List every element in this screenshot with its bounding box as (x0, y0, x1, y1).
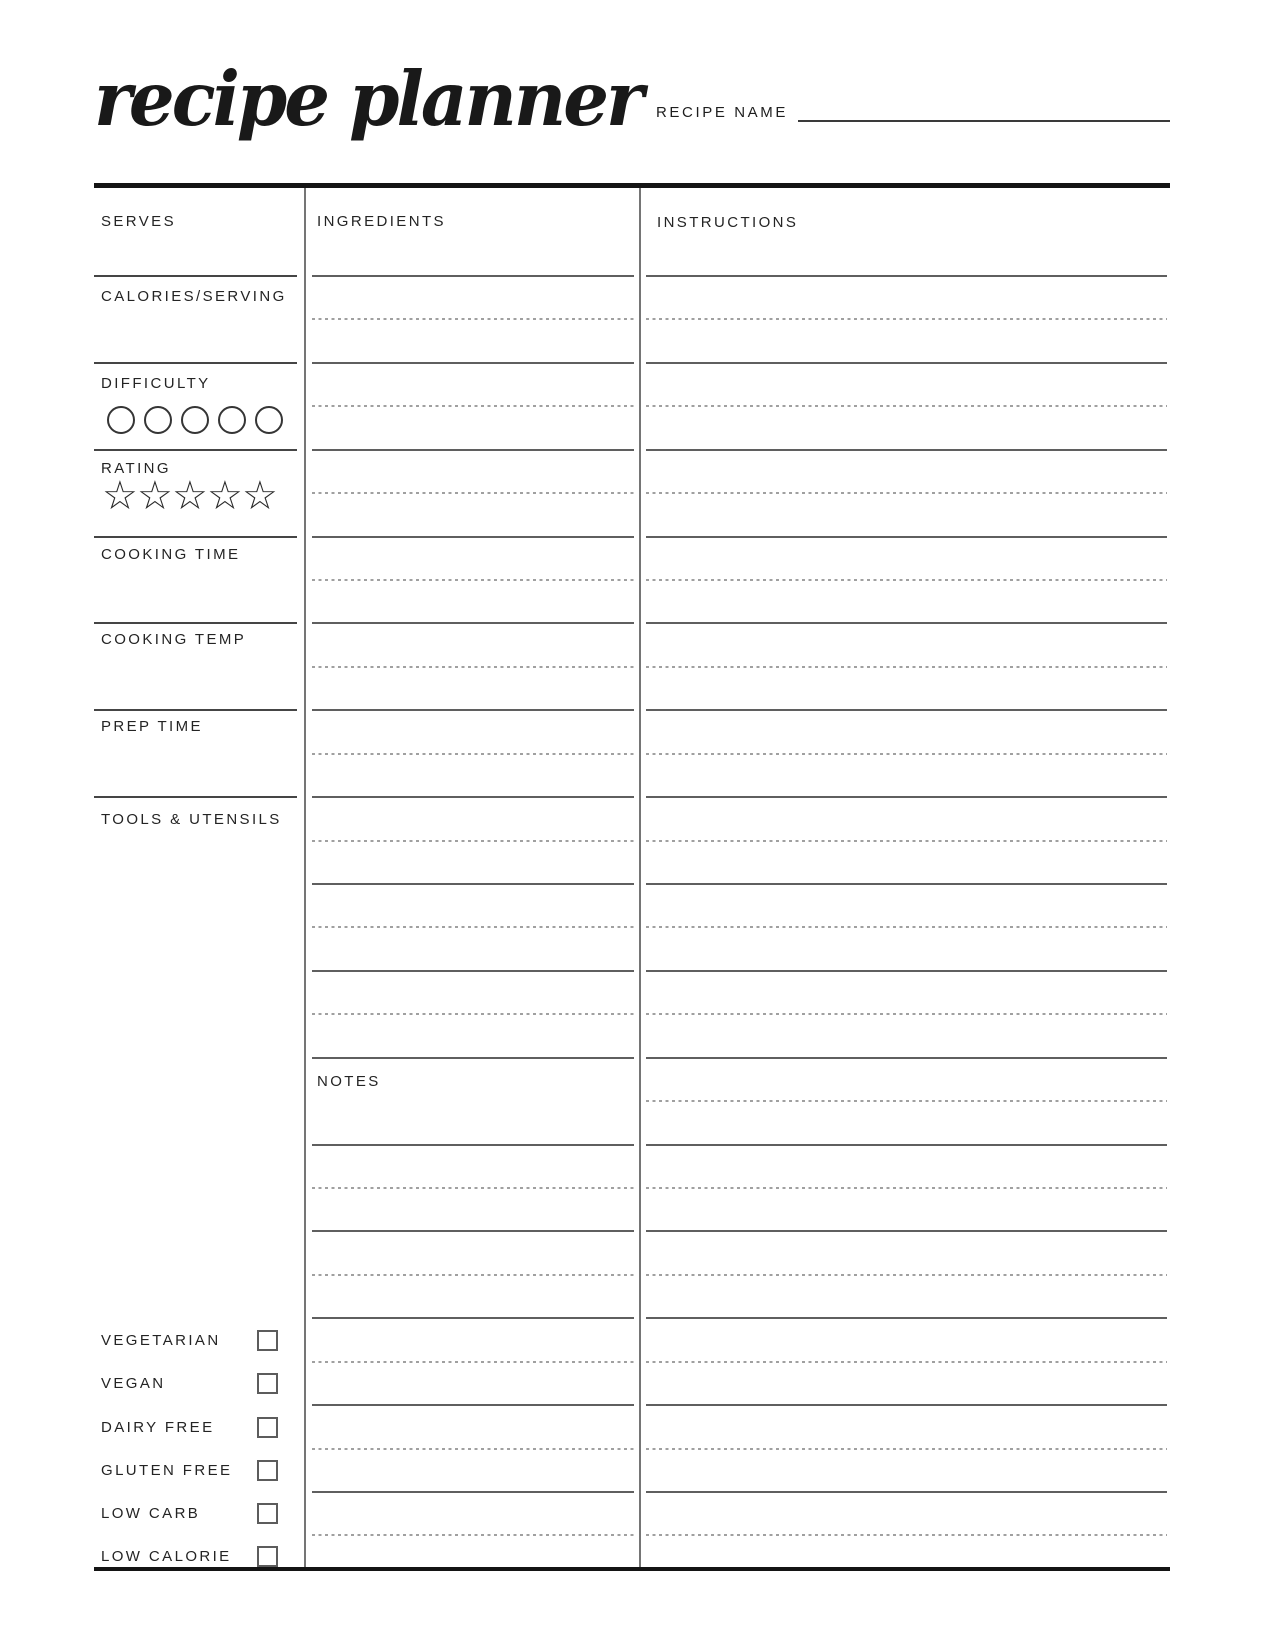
rating-star-icon[interactable]: ☆ (172, 474, 209, 518)
difficulty-circle-icon[interactable] (144, 406, 172, 434)
ingredients-heading: INGREDIENTS (317, 213, 446, 230)
ingredients-solid-writing-line (312, 275, 634, 277)
instructions-dashed-writing-line (646, 840, 1167, 842)
ingredients-dashed-writing-line (312, 1448, 634, 1450)
ingredients-dashed-writing-line (312, 405, 634, 407)
cooking-temp-label: COOKING TEMP (101, 631, 247, 648)
instructions-heading: INSTRUCTIONS (657, 214, 799, 231)
ingredients-solid-writing-line (312, 883, 634, 885)
dietary-option-row (101, 1416, 278, 1438)
dietary-option-label: VEGETARIAN (101, 1331, 221, 1349)
low-calorie-checkbox[interactable] (257, 1546, 278, 1567)
dietary-option-row (101, 1459, 278, 1481)
ingredients-dashed-writing-line (312, 1013, 634, 1015)
ingredients-solid-writing-line (312, 362, 634, 364)
cooking-time-label: COOKING TIME (101, 546, 241, 563)
instructions-solid-writing-line (646, 622, 1167, 624)
instructions-solid-writing-line (646, 449, 1167, 451)
dietary-option-label: DAIRY FREE (101, 1418, 215, 1436)
ingredients-solid-writing-line (312, 709, 634, 711)
instructions-dashed-writing-line (646, 1361, 1167, 1363)
instructions-solid-writing-line (646, 796, 1167, 798)
instructions-dashed-writing-line (646, 1274, 1167, 1276)
instructions-dashed-writing-line (646, 579, 1167, 581)
ingredients-dashed-writing-line (312, 926, 634, 928)
details-section-divider (94, 622, 297, 624)
dietary-option-label: GLUTEN FREE (101, 1461, 233, 1479)
serves-label: SERVES (101, 213, 176, 230)
ingredients-dashed-writing-line (312, 1187, 634, 1189)
instructions-dashed-writing-line (646, 1013, 1167, 1015)
instructions-solid-writing-line (646, 1317, 1167, 1319)
dietary-option-row (101, 1502, 278, 1524)
instructions-solid-writing-line (646, 1057, 1167, 1059)
ingredients-solid-writing-line (312, 1491, 634, 1493)
rating-star-icon[interactable]: ☆ (102, 474, 139, 518)
ingredients-solid-writing-line (312, 1404, 634, 1406)
difficulty-circle-icon[interactable] (255, 406, 283, 434)
ingredients-solid-writing-line (312, 1057, 634, 1059)
dietary-option-label: VEGAN (101, 1374, 166, 1392)
notes-heading: NOTES (317, 1073, 381, 1090)
instructions-solid-writing-line (646, 536, 1167, 538)
instructions-solid-writing-line (646, 1144, 1167, 1146)
rating-star-icon[interactable]: ☆ (137, 474, 174, 518)
ingredients-solid-writing-line (312, 1230, 634, 1232)
details-section-divider (94, 536, 297, 538)
instructions-solid-writing-line (646, 1230, 1167, 1232)
instructions-solid-writing-line (646, 883, 1167, 885)
ingredients-dashed-writing-line (312, 492, 634, 494)
ingredients-dashed-writing-line (312, 753, 634, 755)
vegetarian-checkbox[interactable] (257, 1330, 278, 1351)
dietary-option-row (101, 1329, 278, 1351)
difficulty-label: DIFFICULTY (101, 375, 211, 392)
ingredients-dashed-writing-line (312, 318, 634, 320)
ingredients-dashed-writing-line (312, 1534, 634, 1536)
column-divider-left (304, 188, 306, 1567)
rating-label: RATING (101, 460, 171, 477)
recipe-name-label: RECIPE NAME (656, 104, 788, 121)
instructions-solid-writing-line (646, 362, 1167, 364)
details-section-divider (94, 709, 297, 711)
dairy-free-checkbox[interactable] (257, 1417, 278, 1438)
instructions-solid-writing-line (646, 1491, 1167, 1493)
details-section-divider (94, 275, 297, 277)
gluten-free-checkbox[interactable] (257, 1460, 278, 1481)
vegan-checkbox[interactable] (257, 1373, 278, 1394)
details-section-divider (94, 449, 297, 451)
rating-star-icon[interactable]: ☆ (207, 474, 244, 518)
low-carb-checkbox[interactable] (257, 1503, 278, 1524)
rating-star-icon[interactable]: ☆ (242, 474, 279, 518)
dietary-option-label: LOW CALORIE (101, 1547, 232, 1565)
prep-time-label: PREP TIME (101, 718, 203, 735)
difficulty-scale (107, 406, 283, 434)
dietary-option-row (101, 1372, 278, 1394)
recipe-name-field (656, 100, 1170, 122)
dietary-option-row (101, 1545, 278, 1567)
dietary-option-label: LOW CARB (101, 1504, 201, 1522)
difficulty-circle-icon[interactable] (181, 406, 209, 434)
ingredients-solid-writing-line (312, 622, 634, 624)
instructions-dashed-writing-line (646, 1534, 1167, 1536)
ingredients-solid-writing-line (312, 449, 634, 451)
instructions-dashed-writing-line (646, 1100, 1167, 1102)
tools-utensils-label: TOOLS & UTENSILS (101, 811, 282, 828)
instructions-dashed-writing-line (646, 492, 1167, 494)
ingredients-dashed-writing-line (312, 840, 634, 842)
rating-scale (102, 476, 277, 516)
recipe-name-input-line[interactable] (798, 100, 1170, 122)
details-section-divider (94, 362, 297, 364)
ingredients-solid-writing-line (312, 796, 634, 798)
instructions-dashed-writing-line (646, 405, 1167, 407)
instructions-solid-writing-line (646, 275, 1167, 277)
details-section-divider (94, 796, 297, 798)
column-divider-right (639, 188, 641, 1567)
ingredients-solid-writing-line (312, 536, 634, 538)
ingredients-solid-writing-line (312, 970, 634, 972)
ingredients-dashed-writing-line (312, 579, 634, 581)
instructions-dashed-writing-line (646, 753, 1167, 755)
planner-table (94, 183, 1170, 1571)
instructions-dashed-writing-line (646, 926, 1167, 928)
instructions-solid-writing-line (646, 709, 1167, 711)
instructions-solid-writing-line (646, 970, 1167, 972)
ingredients-solid-writing-line (312, 1317, 634, 1319)
difficulty-circle-icon[interactable] (218, 406, 246, 434)
instructions-dashed-writing-line (646, 318, 1167, 320)
calories-per-serving-label: CALORIES/SERVING (101, 288, 287, 305)
instructions-dashed-writing-line (646, 666, 1167, 668)
instructions-dashed-writing-line (646, 1187, 1167, 1189)
page-title: recipe planner (94, 54, 641, 143)
difficulty-circle-icon[interactable] (107, 406, 135, 434)
instructions-dashed-writing-line (646, 1448, 1167, 1450)
ingredients-dashed-writing-line (312, 666, 634, 668)
instructions-solid-writing-line (646, 1404, 1167, 1406)
ingredients-solid-writing-line (312, 1144, 634, 1146)
ingredients-dashed-writing-line (312, 1274, 634, 1276)
ingredients-dashed-writing-line (312, 1361, 634, 1363)
